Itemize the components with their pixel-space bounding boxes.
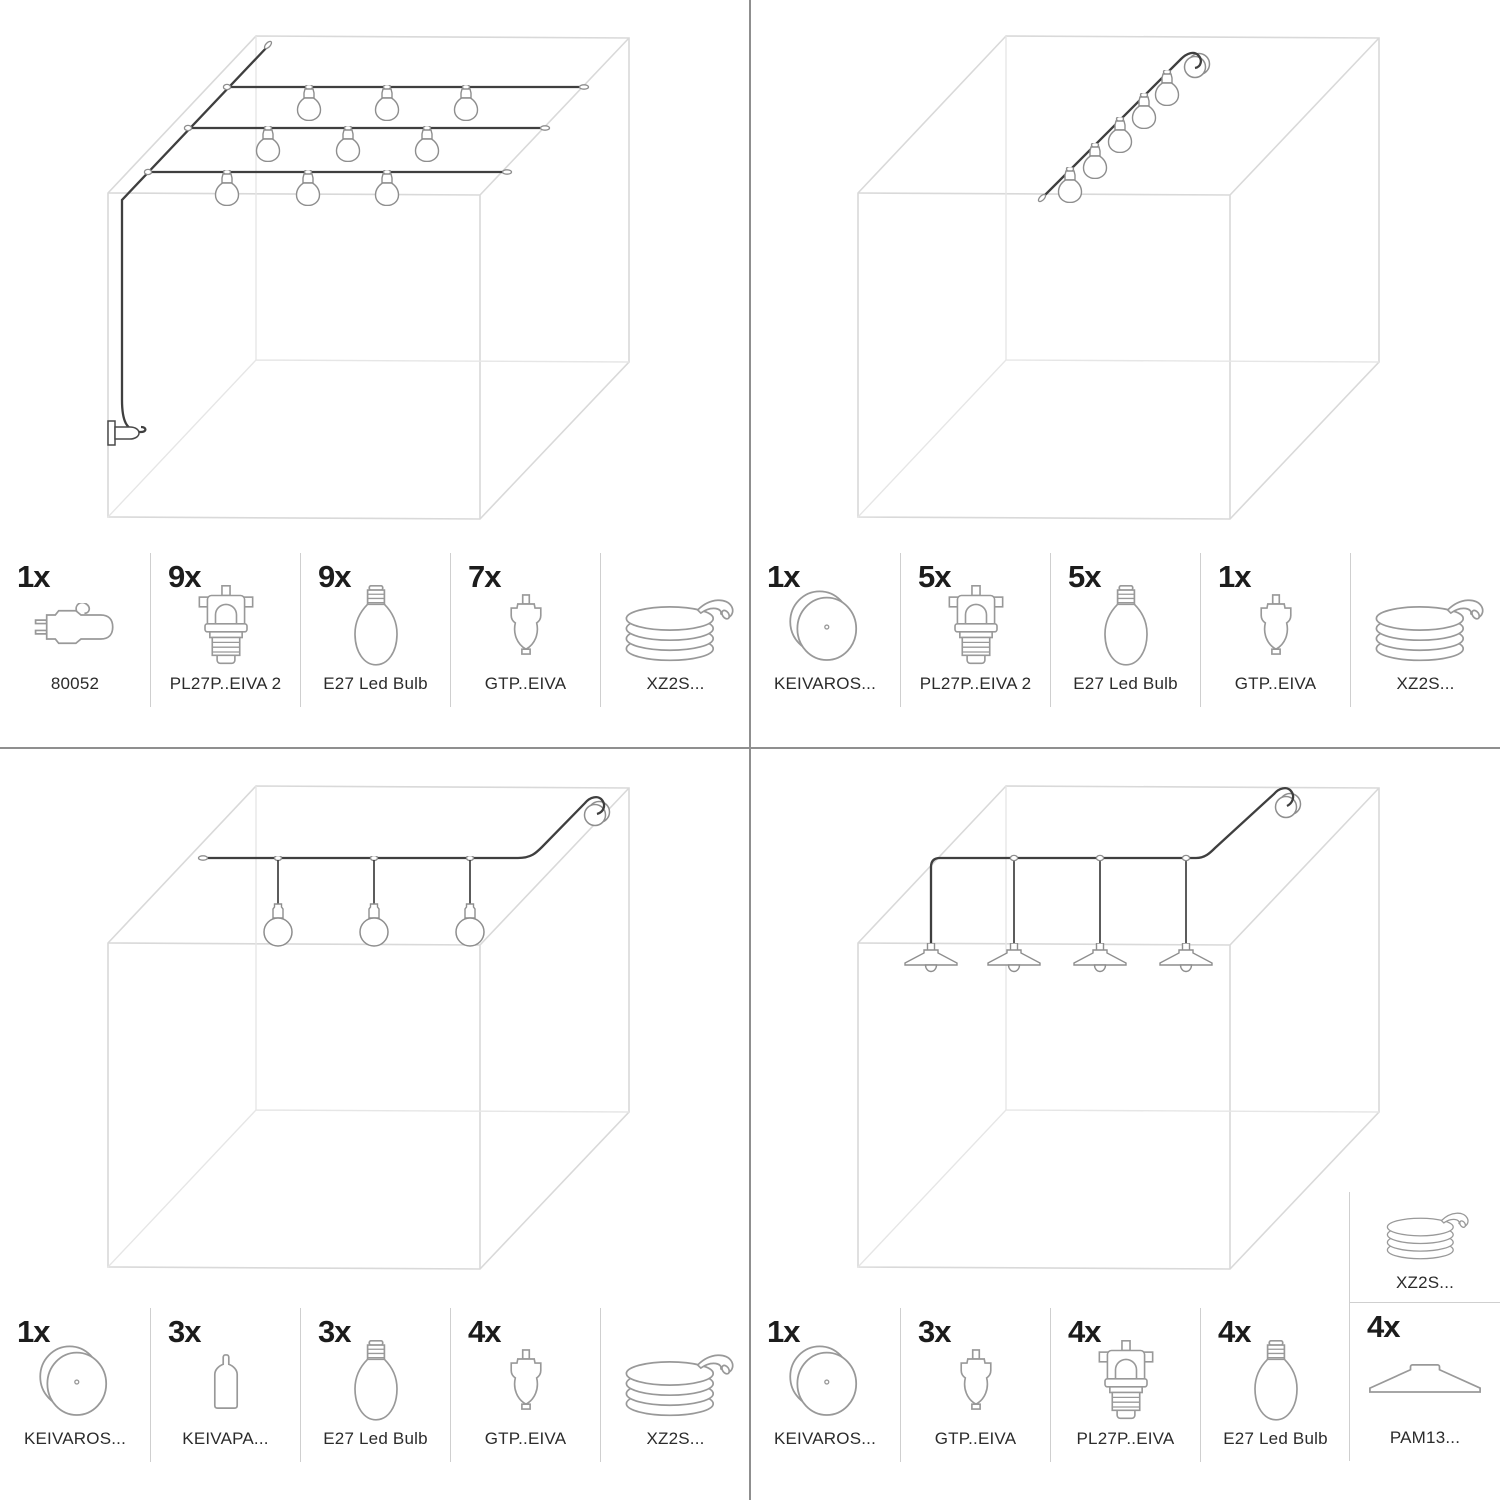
lamp-holder-icon	[901, 583, 1050, 671]
part-code: GTP..EIVA	[1234, 674, 1317, 693]
part-code: GTP..EIVA	[484, 1429, 567, 1448]
part-cell	[750, 1308, 900, 1462]
lamp-holder-icon	[151, 583, 300, 671]
part-cell	[450, 553, 600, 707]
part-quantity: 5x	[918, 559, 951, 594]
lamp-holder-icon	[1051, 1338, 1200, 1426]
part-quantity: 3x	[318, 1314, 351, 1349]
part-cell	[1050, 1308, 1200, 1462]
part-cell	[1349, 1303, 1500, 1461]
part-code: E27 Led Bulb	[323, 1429, 428, 1448]
led-bulb-icon	[1201, 1338, 1350, 1426]
cable-grip-icon	[451, 583, 600, 671]
part-quantity: 4x	[468, 1314, 501, 1349]
led-bulb-icon	[1051, 583, 1200, 671]
part-quantity: 1x	[767, 1314, 800, 1349]
parts-strip	[0, 553, 750, 707]
part-code: KEIVAROS...	[23, 1429, 127, 1448]
part-cell	[750, 553, 900, 707]
part-code: KEIVAROS...	[773, 674, 877, 693]
diagram-diagonal-string-lights	[750, 0, 1500, 555]
quadrant-four-shade-pendants	[750, 750, 1500, 1500]
part-quantity: 9x	[318, 559, 351, 594]
part-cell	[0, 553, 150, 707]
ceiling-rose-icon	[750, 583, 900, 671]
ceiling-rose-icon	[0, 1338, 150, 1426]
part-quantity: 4x	[1367, 1309, 1400, 1344]
cable-grip-icon	[451, 1338, 600, 1426]
part-quantity: 9x	[168, 559, 201, 594]
part-cell	[1349, 1192, 1500, 1303]
part-quantity: 7x	[468, 559, 501, 594]
part-cell	[300, 1308, 450, 1462]
part-quantity: 1x	[1218, 559, 1251, 594]
cable-grip-icon	[1201, 583, 1350, 671]
part-quantity: 3x	[168, 1314, 201, 1349]
part-code: E27 Led Bulb	[1223, 1429, 1328, 1448]
plug-icon	[0, 583, 150, 671]
part-quantity: 1x	[767, 559, 800, 594]
part-cell	[450, 1308, 600, 1462]
led-bulb-icon	[301, 1338, 450, 1426]
part-quantity: 4x	[1218, 1314, 1251, 1349]
part-cell	[150, 553, 300, 707]
part-cell	[600, 1308, 750, 1462]
part-code: GTP..EIVA	[934, 1429, 1017, 1448]
part-code: PL27P..EIVA	[1076, 1429, 1175, 1448]
part-quantity: 1x	[17, 559, 50, 594]
part-code: XZ2S...	[646, 1429, 705, 1448]
part-code: GTP..EIVA	[484, 674, 567, 693]
part-code: PL27P..EIVA 2	[919, 674, 1032, 693]
part-code: XZ2S...	[1396, 674, 1455, 693]
part-cell	[900, 553, 1050, 707]
part-code: 80052	[50, 674, 100, 693]
horizontal-divider	[0, 747, 1500, 749]
part-code: XZ2S...	[646, 674, 705, 693]
parts-strip	[0, 1308, 750, 1462]
flat-shade-icon	[1350, 1333, 1500, 1421]
part-code: E27 Led Bulb	[323, 674, 428, 693]
cable-coil-icon	[1351, 583, 1500, 671]
part-code: KEIVAROS...	[773, 1429, 877, 1448]
part-cell	[900, 1308, 1050, 1462]
part-code: PAM13...	[1389, 1428, 1461, 1447]
part-cell	[1200, 1308, 1350, 1462]
part-cell	[0, 1308, 150, 1462]
quadrant-three-sphere-pendants	[0, 750, 750, 1500]
quadrant-string-light-grid	[0, 0, 750, 750]
led-bulb-icon	[301, 583, 450, 671]
part-code: E27 Led Bulb	[1073, 674, 1178, 693]
part-quantity: 3x	[918, 1314, 951, 1349]
cable-coil-icon	[601, 583, 750, 671]
part-cell	[1200, 553, 1350, 707]
part-quantity: 4x	[1068, 1314, 1101, 1349]
parts-strip	[750, 1308, 1350, 1462]
part-cell	[1050, 553, 1200, 707]
wall-plug	[108, 421, 139, 445]
part-cell	[1350, 553, 1500, 707]
part-quantity: 1x	[17, 1314, 50, 1349]
cable-coil-icon	[601, 1338, 750, 1426]
ceiling-rose	[1185, 54, 1210, 78]
part-quantity: 5x	[1068, 559, 1101, 594]
part-code: KEIVAPA...	[182, 1429, 269, 1448]
cable-grip-icon	[901, 1338, 1050, 1426]
diagram-three-pendant-spheres	[0, 750, 750, 1305]
ceiling-rose-icon	[750, 1338, 900, 1426]
part-cell	[600, 553, 750, 707]
diagram-three-row-string-lights	[0, 0, 750, 555]
cable-coil-icon	[1350, 1196, 1500, 1270]
quadrant-diagonal-string-lights	[750, 0, 1500, 750]
parts-strip	[750, 553, 1500, 707]
part-cell	[150, 1308, 300, 1462]
part-code: XZ2S...	[1395, 1273, 1455, 1292]
part-code: PL27P..EIVA 2	[169, 674, 282, 693]
bottle-lamp-icon	[151, 1338, 300, 1426]
vertical-divider	[749, 0, 751, 1500]
part-cell	[300, 553, 450, 707]
